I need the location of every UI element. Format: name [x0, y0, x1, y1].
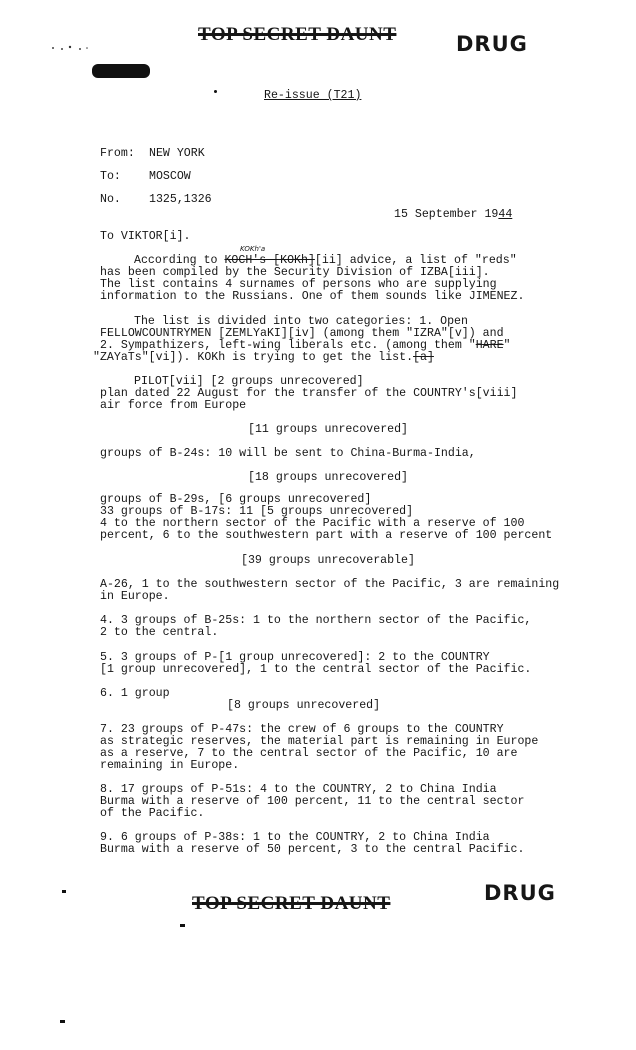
a26-line2: in Europe.: [100, 590, 170, 603]
reissue-label: Re-issue (T21): [264, 89, 362, 102]
from-value: NEW YORK: [149, 147, 205, 160]
para2-l4-strike: [a]: [413, 351, 434, 364]
salutation: To VIKTOR[i].: [100, 230, 191, 243]
item4-line1: 4. 3 groups of B-25s: 1 to the northern sector of the Pacific,: [100, 614, 532, 627]
gap-unrecovered-1: [11 groups unrecovered]: [248, 423, 409, 436]
ink-dot-corner: [60, 1020, 65, 1023]
item8-line1: 8. 17 groups of P-51s: 4 to the COUNTRY, 2 to China India: [100, 783, 497, 796]
para3-line1: PILOT[vii] [2 groups unrecovered]: [134, 375, 364, 388]
drug-stamp-top: DRUG: [456, 32, 528, 56]
item7-line4: remaining in Europe.: [100, 759, 240, 772]
para3-line2: plan dated 22 August for the transfer of the COUNTRY's[viii]: [100, 387, 518, 400]
item7-line3: as a reserve, 7 to the central sector of the Pacific, 10 are: [100, 747, 518, 760]
classification-bottom: TOP SECRET DAUNT: [192, 893, 391, 914]
to-value: MOSCOW: [149, 170, 191, 183]
redaction-mark: [92, 64, 150, 78]
item7-line2: as strategic reserves, the material part is remaining in Europe: [100, 735, 539, 748]
gap-unrecovered-4: [8 groups unrecovered]: [227, 699, 381, 712]
b29-line: groups of B-29s, [6 groups unrecovered]: [100, 493, 372, 506]
para2-l3-a: 2. Sympathizers, left-wing liberals etc. (among them ": [100, 339, 476, 352]
para1-l1-b: [ii] advice, a list of "reds": [314, 254, 517, 267]
ink-dot-left: [62, 890, 66, 893]
item9-line1: 9. 6 groups of P-38s: 1 to the COUNTRY, 2 to China India: [100, 831, 490, 844]
gap-unrecoverable-3: [39 groups unrecoverable]: [241, 554, 415, 567]
para1-l1-strike: KOCH's [KOKh]: [224, 254, 315, 267]
item4-line2: 2 to the central.: [100, 626, 219, 639]
para1-l1-a: According to: [134, 254, 225, 267]
item7-line1: 7. 23 groups of P-47s: the crew of 6 groups to the COUNTRY: [100, 723, 504, 736]
handwritten-annotation: KOKh'a: [240, 245, 266, 253]
item9-line2: Burma with a reserve of 50 percent, 3 to the central Pacific.: [100, 843, 525, 856]
para1-line2: has been compiled by the Security Division of IZBA[iii].: [100, 266, 490, 279]
para2-line4: [93, 352, 434, 364]
item8-line2: Burma with a reserve of 100 percent, 11 to the central sector: [100, 795, 525, 808]
b17-line3: percent, 6 to the southwestern part with a reserve of 100 percent: [100, 529, 553, 542]
para1-line4: information to the Russians. One of them sounds like JIMENEZ.: [100, 290, 525, 303]
para2-l3-strike: HARE: [475, 339, 504, 352]
date-year-end: 44: [498, 208, 513, 221]
item8-line3: of the Pacific.: [100, 807, 205, 820]
ink-dot-bottom: [180, 924, 185, 927]
scan-speckles: [50, 38, 90, 44]
ink-dot: [214, 90, 217, 93]
to-label: To:: [100, 170, 121, 183]
para2-line2: FELLOWCOUNTRYMEN [ZEMLYaKI][iv] (among them "IZRA"[v]) and: [100, 327, 504, 340]
para2-line1: The list is divided into two categories: 1. Open: [134, 315, 468, 328]
item5-line2: [1 group unrecovered], 1 to the central sector of the Pacific.: [100, 663, 532, 676]
item5-line1: 5. 3 groups of P-[1 group unrecovered]: 2 to the COUNTRY: [100, 651, 490, 664]
b24-line: groups of B-24s: 10 will be sent to China-Burma-India,: [100, 447, 476, 460]
a26-line1: A-26, 1 to the southwestern sector of the Pacific, 3 are remaining: [100, 578, 560, 591]
number-label: No.: [100, 193, 121, 206]
date-prefix: 15 September 19: [394, 208, 499, 221]
b17-line1: 33 groups of B-17s: 11 [5 groups unrecovered]: [100, 505, 414, 518]
from-label: From:: [100, 147, 135, 160]
number-value: 1325,1326: [149, 193, 212, 206]
drug-stamp-bottom: DRUG: [484, 881, 556, 905]
para2-l4-a: "ZAYaTs"[vi]). KOKh is trying to get the list.: [93, 351, 414, 364]
para2-l3-b: ": [503, 339, 511, 352]
b17-line2: 4 to the northern sector of the Pacific with a reserve of 100: [100, 517, 525, 530]
gap-unrecovered-2: [18 groups unrecovered]: [248, 471, 409, 484]
para3-line3: air force from Europe: [100, 399, 247, 412]
item6-line: 6. 1 group: [100, 687, 170, 700]
date: [394, 209, 512, 221]
classification-top: TOP SECRET DAUNT: [198, 24, 397, 45]
para1-line3: The list contains 4 surnames of persons who are supplying: [100, 278, 497, 291]
